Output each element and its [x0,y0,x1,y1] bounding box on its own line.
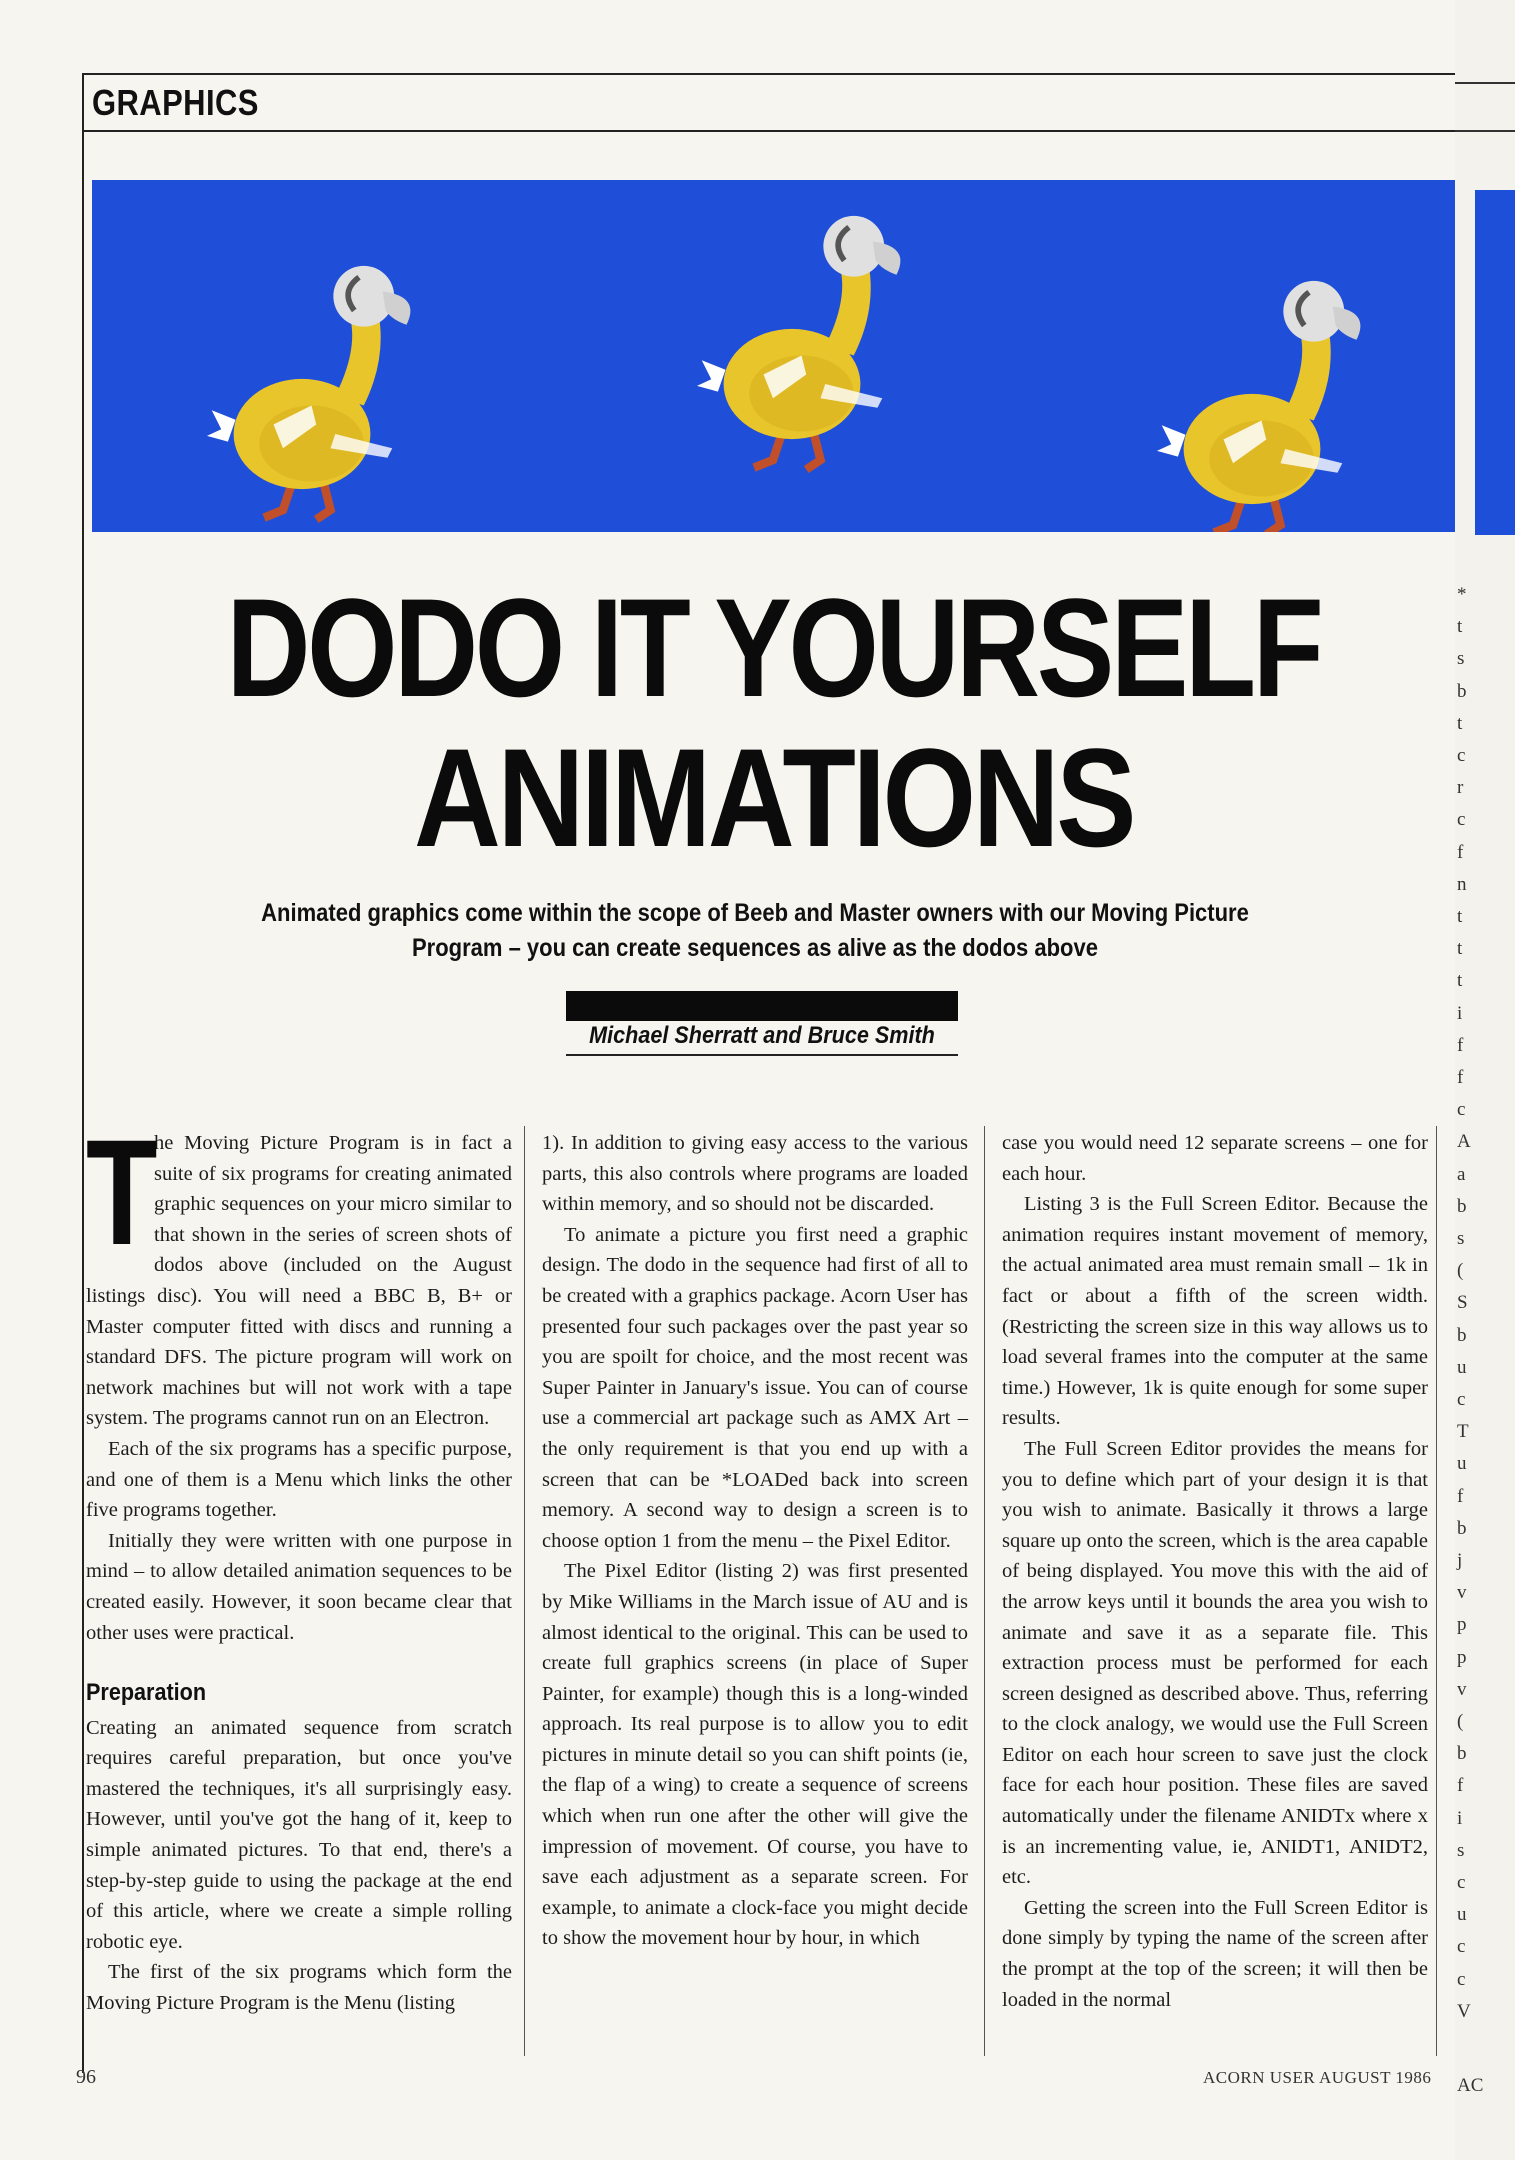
subheading-preparation: Preparation [86,1679,207,1707]
section-rule [82,130,1455,132]
column-divider [984,1126,985,2056]
column-divider [1436,1126,1437,2056]
dodo-illustration [92,180,1455,532]
adjacent-page-fragment: b [1457,1743,1467,1765]
adjacent-page-fragment: a [1457,1163,1466,1185]
adjacent-page-fragment: V [1457,2000,1471,2022]
adjacent-page-fragment: c [1457,809,1466,831]
adjacent-page-fragment: c [1457,1872,1466,1893]
adjacent-page-fragment: f [1457,1775,1464,1797]
paragraph: case you would need 12 separate screens – one for each hour. [1002,1132,1428,1185]
adjacent-page-fragment: b [1457,1195,1467,1217]
adjacent-page-fragment: ( [1457,1260,1464,1282]
headline-line-1: DODO IT YOURSELF [226,569,1321,726]
adjacent-page-fragment: ( [1457,1711,1464,1732]
byline-rule [566,1054,958,1056]
page-left-rule [82,73,84,2073]
adjacent-page-fragment: s [1457,648,1465,670]
adjacent-page-fragment: i [1457,1002,1463,1024]
adjacent-page-banner [1475,190,1515,535]
adjacent-page-fragment: p [1457,1614,1467,1636]
adjacent-page-fragment: t [1457,616,1463,638]
page-top-rule [82,73,1455,75]
adjacent-page-fragment: c [1457,1099,1466,1121]
paragraph: Listing 3 is the Full Screen Editor. Because the animation requires instant movement of memory, the actual animated area must remain small – 1k in fact or about a fifth of the screen width. (Restricting the screen size in this way allows us to load several frames into the computer at the same time.) However, 1k is quite enough for some super results. [1002,1193,1428,1430]
adjacent-page-fragment: i [1457,1807,1463,1829]
adjacent-page-fragment: v [1457,1582,1467,1604]
standfirst: Animated graphics come within the scope of Beeb and Master owners with our Moving Picture Program – you can create sequences as alive as the dodos above [261,899,1249,962]
adjacent-page-fragment: c [1457,1389,1466,1410]
adjacent-page-fragment: * [1457,584,1467,605]
adjacent-page-fragment: u [1457,1904,1467,1926]
adjacent-page-fragment: c [1457,745,1466,766]
dodo-frame-1 [207,266,410,520]
paragraph: 1). In addition to giving easy access to the various parts, this also controls where programs are loaded within memory, and so should not be discarded. [542,1132,968,1216]
drop-cap: T [86,1108,158,1276]
adjacent-page-fragment: c [1457,1968,1466,1990]
adjacent-page-fragment: f [1457,1485,1464,1507]
adjacent-page-fragment: T [1457,1421,1469,1443]
adjacent-page-fragment: f [1457,841,1464,863]
byline: Michael Sherratt and Bruce Smith [589,1022,935,1049]
adjacent-page-fragment: j [1457,1550,1463,1571]
paragraph: Initially they were written with one purpose in mind – to allow detailed animation sequences to be created easily. However, it soon became clear that other uses were practical. [86,1529,512,1644]
adjacent-page-fragment: A [1457,1131,1471,1153]
adjacent-page-fragment: S [1457,1292,1468,1314]
adjacent-page-fragment: u [1457,1356,1467,1378]
dodo-frame-2 [697,216,900,470]
adjacent-page-fragment: t [1457,938,1463,960]
section-label: GRAPHICS [92,82,259,123]
paragraph: Each of the six programs has a specific purpose, and one of them is a Menu which links the other five programs together. [86,1437,512,1522]
dodo-banner [92,180,1455,532]
page-number: 96 [76,2066,96,2088]
column-3 [1002,1128,1428,2015]
adjacent-page-fragment: t [1457,712,1463,734]
paragraph: The first of the six programs which form the Moving Picture Program is the Menu (listing [86,1961,512,2015]
dodo-frame-3 [1157,281,1360,532]
paragraph: Getting the screen into the Full Screen Editor is done simply by typing the name of the screen after the prompt at the top of the screen; it will then be loaded in the normal [1002,1896,1428,2011]
column-2 [542,1128,968,1954]
paragraph: To animate a picture you first need a graphic design. The dodo in the sequence had first of all to be created with a graphics package. Acorn User has presented four such packages over the past year so you are spoilt for choice, and the most recent was Super Painter in January's issue. You can of course use a commercial art package such as AMX Art – the only requirement is that you end up with a screen that can be *LOADed back into screen memory. A second way to design a screen is to choose option 1 from the menu – the Pixel Editor. [542,1223,968,1552]
adjacent-page-fragment: f [1457,1067,1464,1088]
paragraph: The Full Screen Editor provides the means for you to define which part of your design it is that you wish to animate. Basically it throws a large square up onto the screen, which is the area capable of being displayed. You move this with the aid of the arrow keys until it bounds the area you wish to animate and save it as a separate file. This extraction process must be performed for each screen designed as described above. Thus, referring to the clock analogy, we would use the Full Screen Editor on each hour screen to save just the clock face for each hour position. These files are saved automatically under the filename ANIDTx where x is an incrementing value, ie, ANIDT1, ANIDT2, etc. [1002,1437,1428,1889]
adjacent-page-fragment: b [1457,680,1467,702]
adjacent-page-fragment: b [1457,1517,1467,1539]
paragraph: he Moving Picture Program is in fact a suite of six programs for creating animated graphic sequences on your micro similar to that shown in the series of screen shots of dodos above (included on the August listings disc). You will need a BBC B, B+ or Master computer fitted with discs and running a standard DFS. The picture program will work on network machines but will not work with a tape system. The programs cannot run on an Electron. [86,1132,512,1430]
adjacent-page-fragment: v [1457,1678,1467,1700]
adjacent-page-fragment: r [1457,777,1464,799]
adjacent-page-fragment: n [1457,873,1467,895]
adjacent-page-fragment: u [1457,1453,1467,1475]
adjacent-page-fragment: s [1457,1228,1465,1249]
adjacent-page-fragment: AC [1457,2075,1484,2096]
adjacent-page-fragment: s [1457,1839,1465,1861]
byline-bar [566,991,958,1021]
paragraph: Creating an animated sequence from scratch requires careful preparation, but once you've mastered the techniques, it's all surprisingly easy. However, until you've got the hang of it, keep to simple animated pictures. To that end, there's a step-by-step guide to using the package at the end of this article, where we create a simple rolling robotic eye. [86,1716,512,1953]
adjacent-page-fragment: p [1457,1646,1467,1668]
column-divider [524,1126,525,2056]
adjacent-page-fragment: t [1457,906,1463,927]
adjacent-page-edge [1455,0,1515,2160]
headline-line-2: ANIMATIONS [413,719,1134,876]
paragraph: The Pixel Editor (listing 2) was first presented by Mike Williams in the March issue of AU and is almost identical to the original. This can be used to create full graphics screens (in place of Super Painter, for example) though this is a long-winded approach. Its real purpose is to allow you to edit pictures in minute detail so you can shift points (ie, the flap of a wing) to create a sequence of screens which when run one after the other will give the impression of movement. Of course, you have to save each adjustment as a separate screen. For example, to animate a clock-face you might decide to show the movement hour by hour, in which [542,1560,968,1950]
adjacent-page-fragment: c [1457,1936,1466,1958]
adjacent-page-fragment: b [1457,1324,1467,1346]
adjacent-page-fragment: f [1457,1034,1464,1056]
adjacent-page-fragment: t [1457,970,1463,992]
column-1 [86,1108,512,2019]
running-footer: ACORN USER AUGUST 1986 [1203,2068,1432,2087]
